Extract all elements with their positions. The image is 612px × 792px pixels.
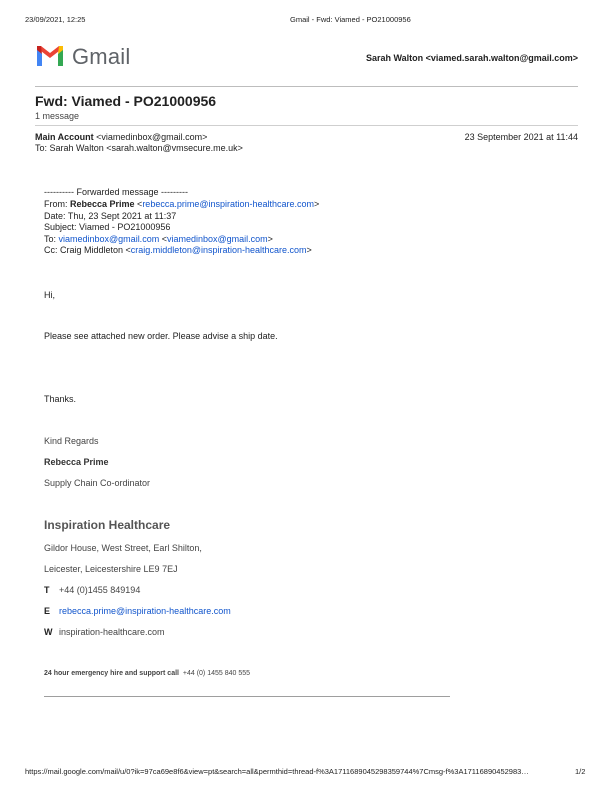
fwd-from-close: > xyxy=(314,199,320,209)
fwd-to-open: < xyxy=(159,234,167,244)
fwd-to-email-link[interactable]: viamedinbox@gmail.com xyxy=(58,234,160,244)
sig-web-line xyxy=(44,627,165,637)
sig-email-label: E xyxy=(44,606,51,616)
body-line: Please see attached new order. Please advise a ship date. xyxy=(44,331,278,341)
fwd-to-label: To: xyxy=(44,234,59,244)
sender-email: <viamedinbox@gmail.com> xyxy=(93,132,208,142)
sig-web: inspiration-healthcare.com xyxy=(59,627,165,637)
sender-line xyxy=(35,132,207,142)
sig-name: Rebecca Prime xyxy=(44,457,109,467)
fwd-subject: Subject: Viamed - PO21000956 xyxy=(44,222,171,232)
sig-email-line xyxy=(44,606,231,616)
sig-emergency-phone: +44 (0) 1455 840 555 xyxy=(182,670,251,677)
divider xyxy=(35,86,578,87)
message-count: 1 message xyxy=(35,111,80,121)
sig-role: Supply Chain Co-ordinator xyxy=(44,478,151,488)
print-datetime: 23/09/2021, 12:25 xyxy=(25,15,86,24)
thread-subject: Fwd: Viamed - PO21000956 xyxy=(35,93,217,109)
fwd-from-label: From: xyxy=(44,199,70,209)
sig-regards: Kind Regards xyxy=(44,436,99,446)
fwd-from-name: Rebecca Prime xyxy=(70,199,135,209)
body-greeting: Hi, xyxy=(44,290,55,300)
forwarded-header: ---------- Forwarded message --------- xyxy=(44,187,188,197)
gmail-logo-text: Gmail xyxy=(72,44,131,69)
body-thanks: Thanks. xyxy=(44,394,77,404)
print-page-number: 1/2 xyxy=(575,767,586,776)
fwd-cc-email-link[interactable]: craig.middleton@inspiration-healthcare.com xyxy=(130,245,307,255)
fwd-cc-line xyxy=(44,245,312,255)
sig-web-label: W xyxy=(44,627,53,637)
sig-phone: +44 (0)1455 849194 xyxy=(59,585,141,595)
sig-phone-line xyxy=(44,585,140,595)
message-to: To: Sarah Walton <sarah.walton@vmsecure.me.uk> xyxy=(35,143,243,153)
account-label: Sarah Walton <viamed.sarah.walton@gmail.com> xyxy=(365,53,578,63)
fwd-from-open: < xyxy=(134,199,143,209)
fwd-to-line xyxy=(44,234,273,244)
fwd-to-email2-link[interactable]: viamedinbox@gmail.com xyxy=(166,234,268,244)
fwd-cc-close: > xyxy=(306,245,312,255)
fwd-to-close: > xyxy=(267,234,273,244)
sig-email-link[interactable]: rebecca.prime@inspiration-healthcare.com xyxy=(59,606,231,616)
print-url: https://mail.google.com/mail/u/0?ik=97ca69e8f6&view=pt&search=all&permthid=thread-f%3A1711689045298359744%7Cmsg-f%3A17116890452983… xyxy=(25,767,529,776)
fwd-date: Date: Thu, 23 Sept 2021 at 11:37 xyxy=(44,211,177,221)
fwd-from-email-link[interactable]: rebecca.prime@inspiration-healthcare.com xyxy=(142,199,315,209)
divider xyxy=(35,125,578,126)
gmail-logo-icon xyxy=(35,44,65,68)
sig-phone-label: T xyxy=(44,585,50,595)
sender-name: Main Account xyxy=(35,132,94,142)
sig-emergency-line xyxy=(44,670,250,677)
fwd-cc-label: Cc: Craig Middleton < xyxy=(44,245,131,255)
message-date: 23 September 2021 at 11:44 xyxy=(464,132,578,142)
sig-company: Inspiration Healthcare xyxy=(44,518,171,532)
print-page-title: Gmail - Fwd: Viamed - PO21000956 xyxy=(290,15,411,24)
sig-address1: Gildor House, West Street, Earl Shilton, xyxy=(44,543,202,553)
sig-address2: Leicester, Leicestershire LE9 7EJ xyxy=(44,564,178,574)
signature-divider xyxy=(44,696,450,697)
fwd-from-line xyxy=(44,199,319,209)
sig-emergency-label: 24 hour emergency hire and support call xyxy=(44,670,179,677)
